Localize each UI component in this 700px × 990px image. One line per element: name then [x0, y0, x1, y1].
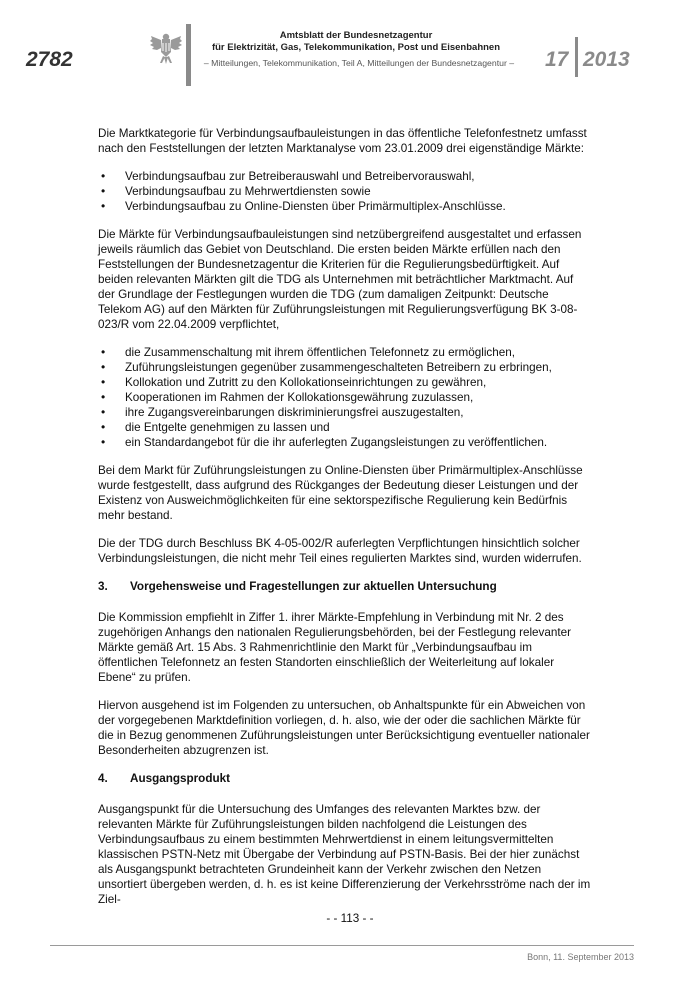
header-divider-left	[186, 24, 191, 86]
issue-year: 2013	[583, 48, 630, 71]
section-heading-3	[98, 579, 592, 594]
obligations-list	[98, 345, 592, 450]
paragraph-market-category: Die Marktkategorie für Verbindungsaufbauleistungen in das öffentliche Telefonfestnetz umfasst nach den Feststellungen der letzten Marktanalyse vom 23.01.2009 drei eigenständige Märkte:	[98, 127, 587, 155]
list-item: • Zuführungsleistungen gegenüber zusammengeschalteten Betreibern zu erbringen,	[98, 360, 592, 375]
list-item: • Verbindungsaufbau zu Online-Diensten über Primärmultiplex-Anschlüsse.	[98, 199, 592, 214]
paragraph-market-scope: Die Märkte für Verbindungsaufbauleistungen sind netzübergreifend ausgestaltet und erfassen jeweils räumlich das Gebiet von Deutschland. Die ersten beiden Märkte erfüllen nach den Feststellungen der Bundesnetzagentur die Kriterien für die Regulierungsbedürftigkeit. Auf beiden relevanten Märkten gilt die TDG als Unternehmen mit beträchtlicher Marktmacht. Auf der Grundlage der Festlegungen wurden die TDG (zum damaligen Zeitpunkt: Deutsche Telekom AG) auf den Märkten für Zuführungsleistungen mit Regulierungsverfügung BK 3-08-023/R vom 22.04.2009 verpflichtet,	[98, 228, 582, 331]
footer-divider	[50, 945, 634, 946]
paragraph-revocation: Die der TDG durch Beschluss BK 4-05-002/R auferlegten Verpflichtungen hinsichtlich solcher Verbindungsleistungen, die nicht mehr Teil eines regulierten Marktes sind, wurden widerrufen.	[98, 537, 582, 565]
paragraph-online-services: Bei dem Markt für Zuführungsleistungen zu Online-Diensten über Primärmultiplex-Anschlüsse wurde festgestellt, dass aufgrund des Rückganges der Bedeutung dieser Leistungen und der Existenz von Ausweichmöglichkeiten für eine sektorspezifische Regulierung kein Bedürfnis mehr bestand.	[98, 464, 583, 522]
paragraph-investigation: Hiervon ausgehend ist im Folgenden zu untersuchen, ob Anhaltspunkte für ein Abweichen von der vorgegebenen Marktdefinition vorliegen, d. h. also, wie der oder die sachlichen Märkte für die in Bezug genommenen Zuführungsleistungen unter Berücksichtigung eventueller nationaler Besonderheiten abzugrenzen ist.	[98, 699, 590, 757]
list-item: • ihre Zugangsvereinbarungen diskriminierungsfrei auszugestalten,	[98, 405, 592, 420]
federal-eagle-icon	[149, 30, 183, 66]
publication-title-line2: für Elektrizität, Gas, Telekommunikation, Post und Eisenbahnen	[211, 42, 501, 53]
page-number: 2782	[26, 48, 73, 71]
footer-page-label: - - 113 - -	[326, 912, 374, 925]
list-item: • Verbindungsaufbau zu Mehrwertdiensten sowie	[98, 184, 592, 199]
section-heading-4	[98, 771, 592, 786]
section-number: 4.	[98, 772, 108, 785]
list-item: • Kollokation und Zutritt zu den Kollokationseinrichtungen zu gewähren,	[98, 375, 592, 390]
list-item: • die Entgelte genehmigen zu lassen und	[98, 420, 592, 435]
footer-date: Bonn, 11. September 2013	[527, 952, 634, 962]
list-item: • Kooperationen im Rahmen der Kollokationsgewährung zuzulassen,	[98, 390, 592, 405]
issue-divider	[575, 37, 578, 77]
section-title: Vorgehensweise und Fragestellungen zur aktuellen Untersuchung	[130, 580, 497, 593]
list-item: • Verbindungsaufbau zur Betreiberauswahl und Betreibervorauswahl,	[98, 169, 592, 184]
paragraph-starting-product: Ausgangspunkt für die Untersuchung des Umfanges des relevanten Marktes bzw. der relevanten Märkte für Zuführungsleistungen bilden nachfolgend die Leistungen des Verbindungsaufbaus zu einem bestimmten Mehrwertdienst in einem leitungsvermittelten klassischen PSTN-Netz mit Übergabe der Verbindung auf PSTN-Basis. Bei der hier zunächst als Ausgangspunkt betrachteten Grundeinheit kann der Verkehr zwischen den Netzen unsortiert übergeben werden, d. h. es ist keine Differenzierung der Verkehrsströme nach der im Ziel-	[98, 803, 591, 906]
list-item: • die Zusammenschaltung mit ihrem öffentlichen Telefonnetz zu ermöglichen,	[98, 345, 592, 360]
issue-number: 17	[545, 48, 569, 71]
publication-subtitle: – Mitteilungen, Telekommunikation, Teil A, Mitteilungen der Bundesnetzagentur –	[203, 58, 515, 68]
publication-title	[193, 30, 519, 54]
list-item: • ein Standardangebot für die ihr auferlegten Zugangsleistungen zu veröffentlichen.	[98, 435, 592, 450]
section-title: Ausgangsprodukt	[130, 772, 230, 785]
paragraph-commission-recommendation: Die Kommission empfiehlt in Ziffer 1. ihrer Märkte-Empfehlung in Verbindung mit Nr. 2 des zugehörigen Anhangs den nationalen Regulierungsbehörden, bei der Festlegung relevanter Märkte gemäß Art. 15 Abs. 3 Rahmenrichtlinie den Markt für „Verbindungsaufbau im öffentlichen Telefonnetz an festen Standorten einschließlich der Weiterleitung auf lokaler Ebene“ zu prüfen.	[98, 611, 572, 684]
markets-list	[98, 169, 592, 214]
document-body	[98, 126, 592, 920]
section-number: 3.	[98, 580, 108, 593]
publication-title-line1: Amtsblatt der Bundesnetzagentur	[279, 30, 433, 41]
